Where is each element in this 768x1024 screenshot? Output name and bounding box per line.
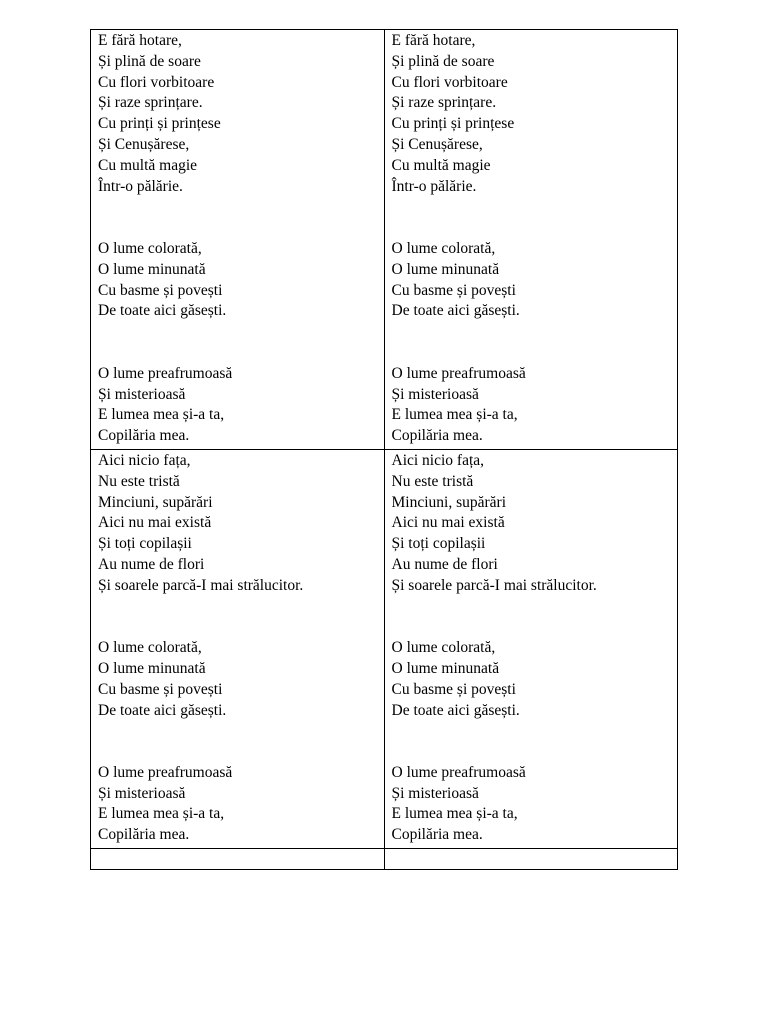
poem-line: O lume minunată bbox=[391, 659, 500, 677]
stanza bbox=[98, 451, 384, 597]
poem-line: Într-o pălărie. bbox=[98, 177, 183, 195]
poem-line: Într-o pălărie. bbox=[391, 177, 477, 195]
poem-line: O lume colorată, bbox=[98, 639, 202, 657]
poem-line: O lume minunată bbox=[98, 659, 206, 677]
poem-line: De toate aici găsești. bbox=[391, 302, 520, 320]
stanza-gap bbox=[392, 597, 678, 639]
poem-line: E lumea mea și-a ta, bbox=[391, 805, 518, 823]
poem-line: Și Cenușărese, bbox=[98, 135, 190, 153]
table-cell bbox=[384, 449, 678, 848]
poem-line: O lume preafrumoasă bbox=[391, 763, 526, 781]
table-row bbox=[91, 449, 678, 848]
poem-line: Și raze sprințare. bbox=[391, 94, 497, 112]
poem-line: E lumea mea și-a ta, bbox=[391, 406, 518, 424]
poem-line: E fără hotare, bbox=[98, 32, 182, 49]
stanza bbox=[98, 763, 384, 846]
poem-line: Și misterioasă bbox=[391, 385, 479, 403]
poem-line: Aici nu mai există bbox=[391, 514, 505, 532]
lyrics-table bbox=[90, 29, 678, 870]
poem-line: O lume preafrumoasă bbox=[98, 763, 233, 781]
stanza bbox=[392, 451, 678, 597]
poem-line: Aici nicio fața, bbox=[98, 451, 191, 469]
poem-line: O lume colorată, bbox=[391, 239, 496, 257]
poem-line: O lume minunată bbox=[391, 260, 500, 278]
poem-line: Cu prinți și prințese bbox=[391, 115, 515, 133]
poem-line: Și misterioasă bbox=[98, 784, 186, 802]
stanza-gap bbox=[98, 322, 384, 364]
poem-line: Minciuni, supărări bbox=[391, 493, 507, 511]
poem-line: E lumea mea și-a ta, bbox=[98, 805, 225, 823]
poem-line: Minciuni, supărări bbox=[98, 493, 213, 511]
stanza-gap bbox=[98, 597, 384, 639]
poem-line: Și soarele parcă-I mai strălucitor. bbox=[98, 576, 304, 594]
table-row bbox=[91, 30, 678, 450]
poem-line: Și toți copilașii bbox=[98, 535, 192, 553]
poem-line: Cu multă magie bbox=[98, 156, 198, 174]
poem-line: Copilăria mea. bbox=[98, 826, 190, 844]
stanza-gap bbox=[392, 721, 678, 763]
stanza bbox=[392, 31, 678, 197]
poem-line: Și misterioasă bbox=[391, 784, 479, 802]
stanza bbox=[98, 31, 384, 197]
poem-line: Aici nu mai există bbox=[98, 514, 212, 532]
poem-line: Aici nicio fața, bbox=[391, 451, 485, 469]
poem-line: Cu basme și povești bbox=[391, 281, 516, 299]
poem-line: Cu multă magie bbox=[391, 156, 491, 174]
poem-line: De toate aici găsești. bbox=[98, 302, 227, 320]
poem-line: Și soarele parcă-I mai strălucitor. bbox=[391, 576, 597, 594]
table-cell bbox=[91, 449, 385, 848]
poem-line: Și raze sprințare. bbox=[98, 94, 203, 112]
stanza-gap bbox=[392, 322, 678, 364]
table-row-empty bbox=[91, 849, 678, 870]
poem-line: Copilăria mea. bbox=[391, 427, 483, 445]
table-cell bbox=[91, 30, 385, 450]
poem-line: Cu flori vorbitoare bbox=[391, 73, 508, 91]
poem-line: Cu flori vorbitoare bbox=[98, 73, 215, 91]
stanza-gap bbox=[392, 197, 678, 239]
poem-line: Cu basme și povești bbox=[98, 281, 223, 299]
poem-line: Cu prinți și prințese bbox=[98, 115, 221, 133]
poem-line: O lume preafrumoasă bbox=[391, 364, 526, 382]
stanza-gap bbox=[98, 197, 384, 239]
stanza bbox=[392, 239, 678, 322]
stanza bbox=[392, 763, 678, 846]
poem-line: Și Cenușărese, bbox=[391, 135, 483, 153]
poem-line: O lume preafrumoasă bbox=[98, 364, 233, 382]
poem-line: Și misterioasă bbox=[98, 385, 186, 403]
poem-line: E fără hotare, bbox=[391, 32, 476, 49]
stanza bbox=[392, 364, 678, 447]
stanza bbox=[392, 638, 678, 721]
stanza bbox=[98, 239, 384, 322]
stanza bbox=[98, 364, 384, 447]
poem-line: Nu este tristă bbox=[391, 472, 474, 490]
poem-line: E lumea mea și-a ta, bbox=[98, 406, 225, 424]
poem-line: De toate aici găsești. bbox=[98, 701, 227, 719]
lyrics-table-body bbox=[91, 30, 678, 870]
poem-line: Nu este tristă bbox=[98, 472, 180, 490]
stanza bbox=[98, 638, 384, 721]
poem-line: De toate aici găsești. bbox=[391, 701, 520, 719]
poem-line: Și toți copilașii bbox=[391, 535, 486, 553]
poem-line: O lume colorată, bbox=[98, 239, 202, 257]
poem-line: Copilăria mea. bbox=[98, 427, 190, 445]
poem-line: Copilăria mea. bbox=[391, 826, 483, 844]
poem-line: O lume minunată bbox=[98, 260, 206, 278]
poem-line: Și plină de soare bbox=[98, 52, 201, 70]
stanza-gap bbox=[98, 721, 384, 763]
poem-line: O lume colorată, bbox=[391, 639, 496, 657]
table-cell bbox=[384, 30, 678, 450]
table-cell-empty bbox=[91, 849, 385, 870]
table-cell-empty bbox=[384, 849, 678, 870]
poem-line: Cu basme și povești bbox=[98, 680, 223, 698]
poem-line: Cu basme și povești bbox=[391, 680, 516, 698]
poem-line: Și plină de soare bbox=[391, 52, 495, 70]
poem-line: Au nume de flori bbox=[391, 555, 498, 573]
poem-line: Au nume de flori bbox=[98, 555, 205, 573]
